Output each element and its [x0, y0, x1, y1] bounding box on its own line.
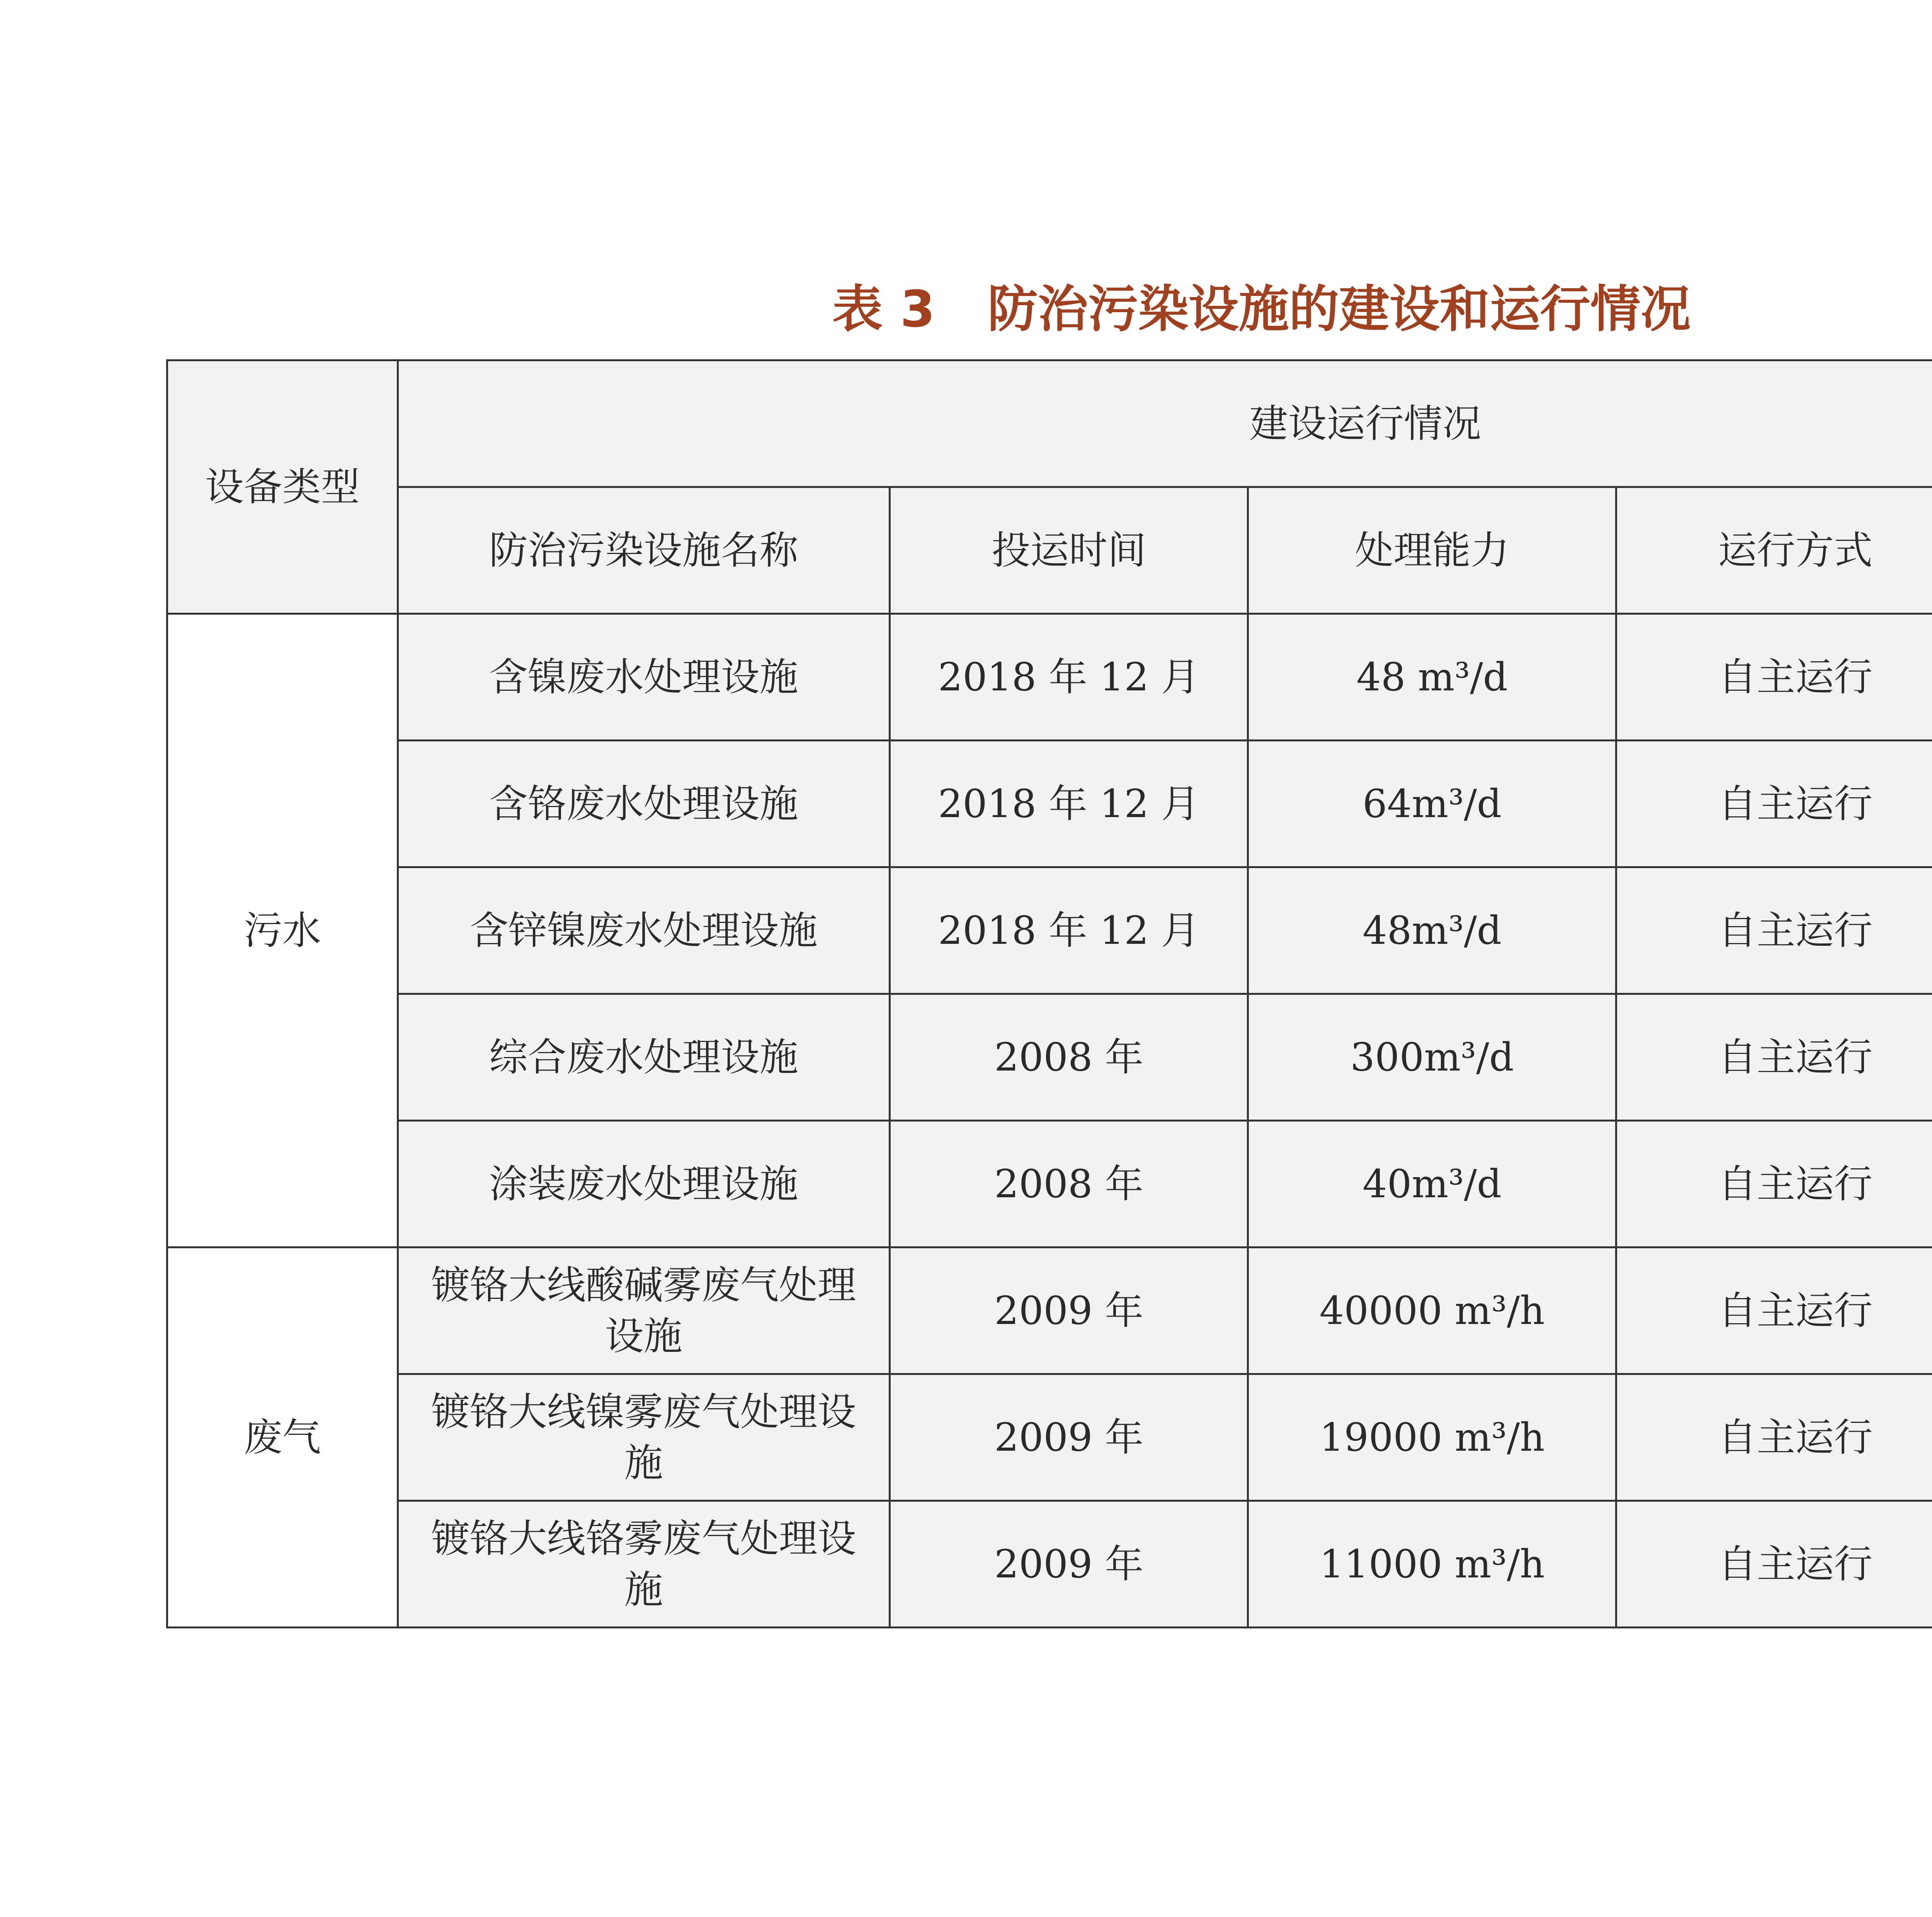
table-row	[167, 994, 1932, 1121]
header-category-cell: 设备类型	[167, 360, 398, 614]
table-row	[167, 1374, 1932, 1501]
commission-time-cell: 2008 年	[890, 1121, 1248, 1247]
category-cell-exhaust-gas: 废气	[167, 1247, 398, 1628]
commission-time-cell: 2009 年	[890, 1501, 1248, 1628]
table-row	[167, 614, 1932, 741]
table-row	[167, 1247, 1932, 1374]
page-title: 表 3 防治污染设施的建设和运行情况	[832, 280, 1691, 338]
operation-mode-cell: 自主运行	[1616, 1501, 1932, 1628]
header-row-columns	[167, 487, 1932, 614]
commission-time-cell: 2018 年 12 月	[890, 867, 1248, 994]
header-row-group	[167, 360, 1932, 487]
facility-name-cell: 含铬废水处理设施	[398, 741, 889, 867]
facility-name-cell: 镀铬大线酸碱雾废气处理设施	[398, 1247, 889, 1374]
facility-name-cell: 综合废水处理设施	[398, 994, 889, 1121]
table-row	[167, 741, 1932, 867]
header-commission-time: 投运时间	[890, 487, 1248, 614]
capacity-cell: 64m³/d	[1248, 741, 1616, 867]
capacity-cell: 11000 m³/h	[1248, 1501, 1616, 1628]
facility-name-cell: 涂装废水处理设施	[398, 1121, 889, 1247]
category-cell-wastewater: 污水	[167, 614, 398, 1247]
commission-time-cell: 2018 年 12 月	[890, 741, 1248, 867]
facility-name-cell: 镀铬大线铬雾废气处理设施	[398, 1501, 889, 1628]
operation-mode-cell: 自主运行	[1616, 1374, 1932, 1501]
table-row	[167, 1501, 1932, 1628]
commission-time-cell: 2009 年	[890, 1374, 1248, 1501]
facility-name-cell: 镀铬大线镍雾废气处理设施	[398, 1374, 889, 1501]
commission-time-cell: 2009 年	[890, 1247, 1248, 1374]
table-row	[167, 867, 1932, 994]
commission-time-cell: 2018 年 12 月	[890, 614, 1248, 741]
operation-mode-cell: 自主运行	[1616, 741, 1932, 867]
capacity-cell: 40000 m³/h	[1248, 1247, 1616, 1374]
header-capacity: 处理能力	[1248, 487, 1616, 614]
header-operation-mode: 运行方式	[1616, 487, 1932, 614]
facility-name-cell: 含锌镍废水处理设施	[398, 867, 889, 994]
facility-table	[166, 359, 1932, 1628]
operation-mode-cell: 自主运行	[1616, 614, 1932, 741]
commission-time-cell: 2008 年	[890, 994, 1248, 1121]
operation-mode-cell: 自主运行	[1616, 1121, 1932, 1247]
capacity-cell: 40m³/d	[1248, 1121, 1616, 1247]
capacity-cell: 300m³/d	[1248, 994, 1616, 1121]
facility-name-cell: 含镍废水处理设施	[398, 614, 889, 741]
capacity-cell: 48m³/d	[1248, 867, 1616, 994]
capacity-cell: 19000 m³/h	[1248, 1374, 1616, 1501]
operation-mode-cell: 自主运行	[1616, 1247, 1932, 1374]
header-facility-name: 防治污染设施名称	[398, 487, 889, 614]
table-row	[167, 1121, 1932, 1247]
operation-mode-cell: 自主运行	[1616, 867, 1932, 994]
header-group-cell: 建设运行情况	[398, 360, 1932, 487]
operation-mode-cell: 自主运行	[1616, 994, 1932, 1121]
capacity-cell: 48 m³/d	[1248, 614, 1616, 741]
